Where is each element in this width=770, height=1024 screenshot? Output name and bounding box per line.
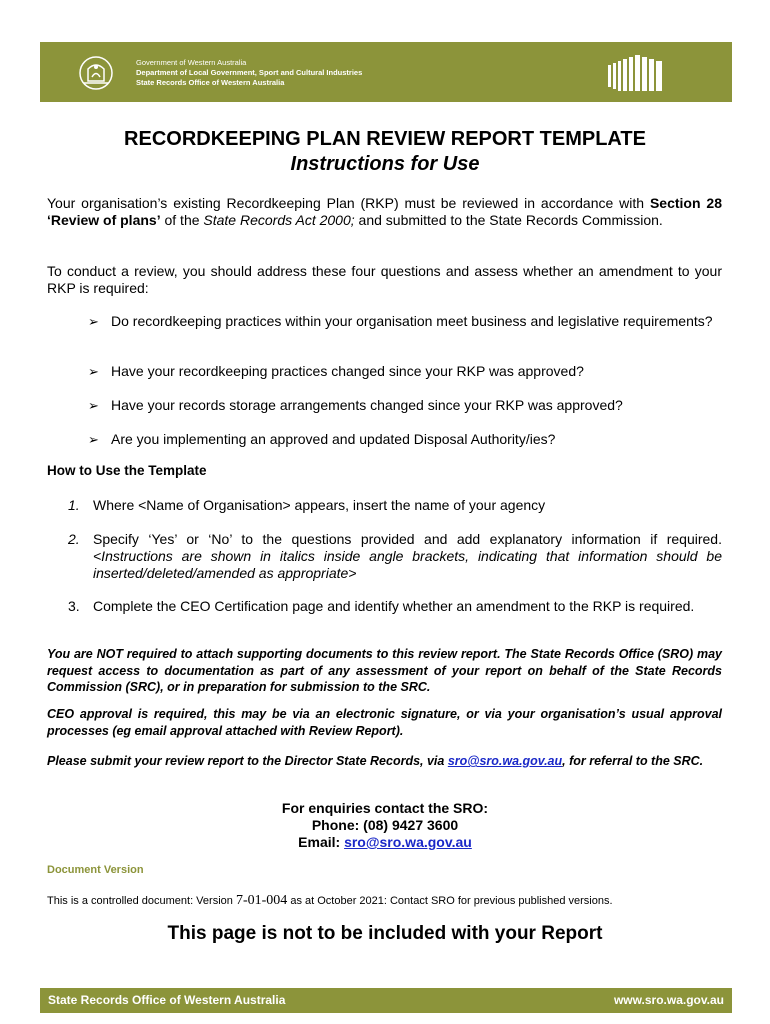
header-banner — [40, 42, 732, 102]
question-item — [88, 313, 722, 330]
government-lines — [136, 58, 362, 88]
page-subtitle: Instructions for Use — [290, 153, 480, 175]
step-item — [68, 598, 722, 615]
step-text: Where <Name of Organisation> appears, insert the name of your agency — [93, 497, 546, 513]
intro-p1-text: Your organisation’s existing Recordkeeping Plan (RKP) must be reviewed in accordance with — [47, 195, 650, 211]
note-ceo-approval: CEO approval is required, this may be via an electronic signature, or via your organisation’s usual approval processes (eg email approval attached with Review Report). — [47, 707, 722, 738]
wa-crest-logo — [78, 55, 114, 91]
question-text: Have your recordkeeping practices changed since your RKP was approved? — [111, 363, 584, 379]
document-version-heading: Document Version — [47, 864, 144, 876]
document-version-line — [47, 893, 613, 909]
note-submit-text: Please submit your review report to the Director State Records, via — [47, 754, 448, 768]
doc-version-text-end: as at October 2021: Contact SRO for previous published versions. — [287, 895, 613, 907]
gov-line-3: State Records Office of Western Australia — [136, 78, 285, 87]
arrow-bullet-icon: ➢ — [88, 432, 99, 447]
question-text: Do recordkeeping practices within your organisation meet business and legislative requirements? — [111, 313, 713, 329]
step-number: 1. — [68, 497, 80, 513]
note-submit-end: , for referral to the SRC. — [562, 754, 704, 768]
page-title: RECORDKEEPING PLAN REVIEW REPORT TEMPLATE — [124, 128, 646, 150]
step2-instruction: Specify ‘Yes’ or ‘No’ to the questions provided and add explanatory information if required. — [93, 531, 722, 547]
gov-line-2: Department of Local Government, Sport and Cultural Industries — [136, 68, 363, 77]
note-supporting-docs: You are NOT required to attach supporting documents to this review report. The State Records Office (SRO) may request access to documentation as part of any assessment of your report on behalf of the State Records Commission (SRC), or in preparation for submission to the SRC. — [47, 647, 722, 694]
intro-p1-section: Section 28 ‘Review of plans’ — [47, 195, 722, 228]
footer-website-link[interactable]: www.sro.wa.gov.au — [613, 993, 724, 1007]
intro-paragraph-1 — [47, 195, 722, 229]
step2-italic-note: <Instructions are shown in italics inside angle brackets, indicating that information should be inserted/deleted/amended as appropriate> — [93, 548, 722, 581]
step-text — [93, 531, 722, 582]
step-text: Complete the CEO Certification page and identify whether an amendment to the RKP is required. — [93, 598, 695, 614]
contact-phone: Phone: (08) 9427 3600 — [311, 817, 459, 833]
contact-email — [0, 834, 770, 851]
arrow-bullet-icon: ➢ — [88, 314, 99, 329]
arrow-bullet-icon: ➢ — [88, 398, 99, 413]
not-included-notice: This page is not to be included with your Report — [167, 923, 603, 944]
intro-p1-of: of the — [160, 212, 204, 228]
intro-p1-end: and submitted to the State Records Commission. — [354, 212, 663, 228]
contact-email-link[interactable]: sro@sro.wa.gov.au — [344, 834, 472, 850]
intro-paragraph-2: To conduct a review, you should address these four questions and assess whether an amendment to your RKP is required: — [47, 263, 722, 296]
footer-bar — [40, 988, 732, 1013]
contact-line-1: For enquiries contact the SRO: — [281, 800, 489, 816]
gov-line-1: Government of Western Australia — [136, 58, 247, 67]
question-text: Are you implementing an approved and updated Disposal Authority/ies? — [111, 431, 556, 447]
question-item — [88, 397, 722, 414]
sro-bars-logo — [606, 55, 670, 91]
note-submit — [47, 753, 722, 770]
contact-email-label: Email: — [298, 834, 345, 850]
doc-version-number: 7-01-004 — [235, 893, 288, 908]
how-to-heading: How to Use the Template — [47, 463, 207, 478]
arrow-bullet-icon: ➢ — [88, 364, 99, 379]
step-number: 3. — [68, 598, 80, 614]
question-text: Have your records storage arrangements changed since your RKP was approved? — [111, 397, 623, 413]
step-item — [68, 497, 722, 514]
doc-version-text: This is a controlled document: Version — [47, 895, 236, 907]
intro-p1-act: State Records Act 2000; — [203, 212, 355, 228]
question-item — [88, 431, 722, 448]
footer-org-name: State Records Office of Western Australia — [48, 993, 286, 1007]
question-item — [88, 363, 722, 380]
sro-email-link[interactable]: sro@sro.wa.gov.au — [447, 754, 563, 768]
step-item — [68, 531, 722, 582]
step-number: 2. — [68, 531, 80, 547]
